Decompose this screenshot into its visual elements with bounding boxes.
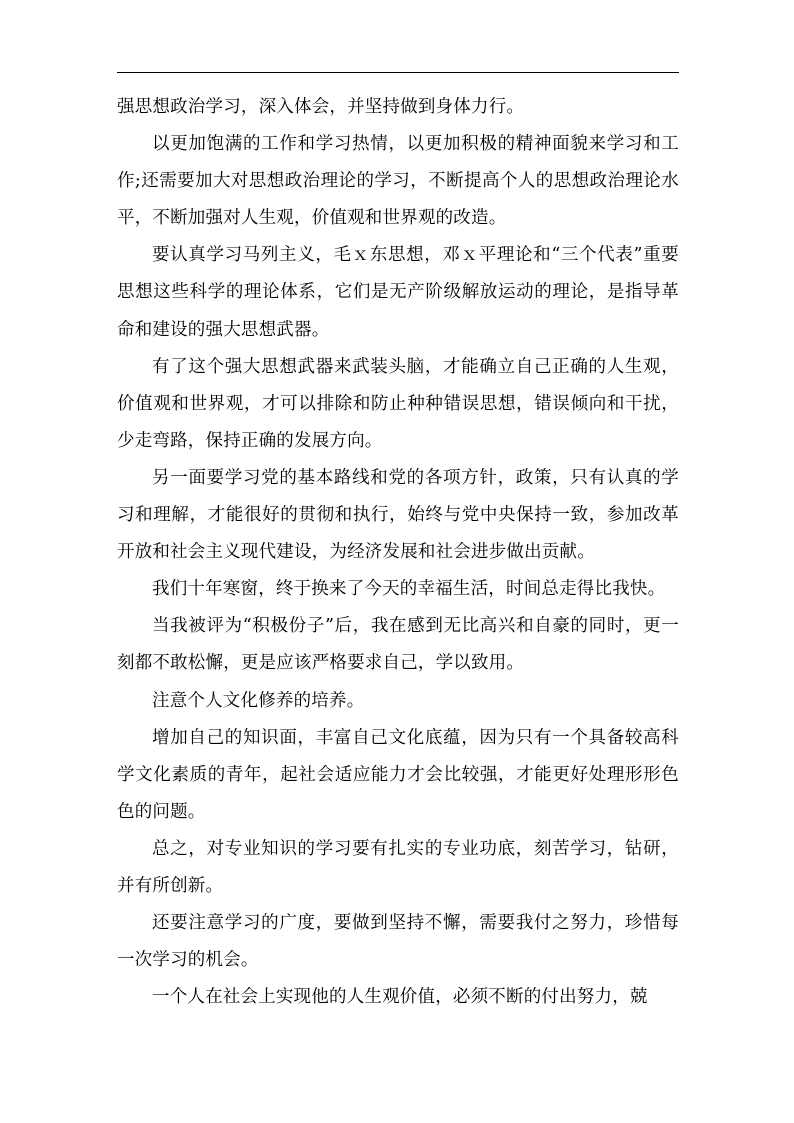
paragraph: 总之，对专业知识的学习要有扎实的专业功底，刻苦学习，钻研，并有所创新。: [117, 838, 679, 896]
paragraph: 强思想政治学习，深入体会，并坚持做到身体力行。: [117, 97, 525, 117]
paragraph: 增加自己的知识面，丰富自己文化底蕴，因为只有一个具备较高科学文化素质的青年，起社会适应能力才会比较强，才能更好处理形形色色的问题。: [117, 727, 679, 822]
paragraph: 另一面要学习党的基本路线和党的各项方针，政策，只有认真的学习和理解，才能很好的贯彻和执行，始终与党中央保持一致，参加改革开放和社会主义现代建设，为经济发展和社会进步做出贡献。: [117, 467, 679, 563]
paragraph: 有了这个强大思想武器来武装头脑，才能确立自己正确的人生观，价值观和世界观，才可以排除和防止种种错误思想，错误倾向和干扰，少走弯路，保持正确的发展方向。: [117, 356, 679, 451]
paragraph: 要认真学习马列主义，毛ｘ东思想，邓ｘ平理论和“三个代表”重要思想这些科学的理论体系，它们是无产阶级解放运动的理论，是指导革命和建设的强大思想武器。: [117, 245, 679, 340]
paragraph: 一个人在社会上实现他的人生观价值，必须不断的付出努力，兢: [152, 987, 648, 1008]
paragraph: 以更加饱满的工作和学习热情，以更加积极的精神面貌来学习和工作;还需要加大对思想政治理论的学习，不断提高个人的思想政治理论水平，不断加强对人生观，价值观和世界观的改造。: [117, 134, 679, 229]
paragraph: 注意个人文化修养的培养。: [152, 690, 365, 711]
paragraph: 我们十年寒窗，终于换来了今天的幸福生活，时间总走得比我快。: [152, 579, 666, 600]
document-body: [117, 89, 679, 1016]
header-rule: [117, 72, 679, 73]
paragraph: 还要注意学习的广度，要做到坚持不懈，需要我付之努力，珍惜每一次学习的机会。: [117, 913, 679, 971]
paragraph: 当我被评为“积极份子”后，我在感到无比高兴和自豪的同时，更一刻都不敢松懈，更是应该严格要求自己，学以致用。: [117, 616, 679, 674]
